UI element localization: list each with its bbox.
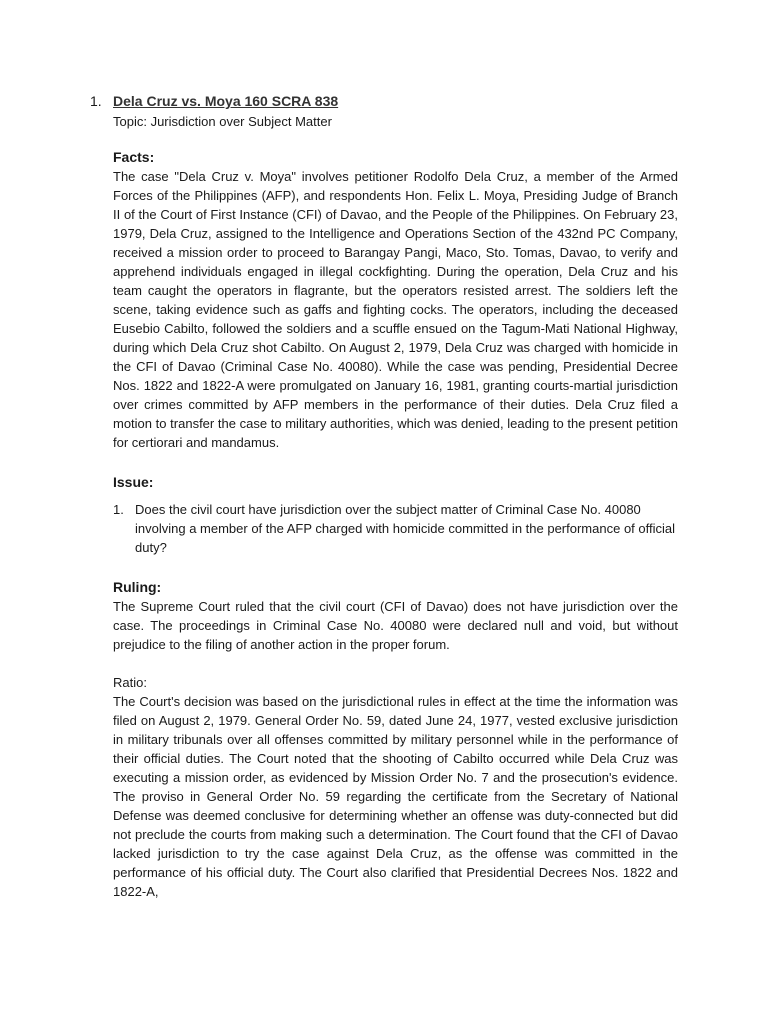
facts-paragraph: The case "Dela Cruz v. Moya" involves petitioner Rodolfo Dela Cruz, a member of the Armed Forces of the Philippines (AFP), and respondents Hon. Felix L. Moya, Presiding Judge of Branch II of the Court of First Instance (CFI) of Davao, and the People of the Philippines. On February 23, 1979, Dela Cruz, assigned to the Intelligence and Operations Section of the 432nd PC Company, received a mission order to proceed to Barangay Pangi, Maco, Sto. Tomas, Davao, to verify and apprehend individuals engaged in illegal cockfighting. During the operation, Dela Cruz and his team caught the operators in flagrante, but the operators resisted arrest. The soldiers left the scene, taking evidence such as gaffs and fighting cocks. The operators, including the deceased Eusebio Cabilto, followed the soldiers and a scuffle ensued on the Tagum-Mati National Highway, during which Dela Cruz shot Cabilto. On August 2, 1979, Dela Cruz was charged with homicide in the CFI of Davao (Criminal Case No. 40080). While the case was pending, Presidential Decree Nos. 1822 and 1822-A were promulgated on January 16, 1981, granting courts-martial jurisdiction over crimes committed by AFP members in the performance of their duties. Dela Cruz filed a motion to transfer the case to military authorities, which was denied, leading to the present petition for certiorari and mandamus. (113, 169, 678, 450)
case-title: Dela Cruz vs. Moya 160 SCRA 838 (113, 93, 339, 109)
ratio-label: Ratio: (113, 675, 147, 690)
facts-heading: Facts: (113, 149, 155, 165)
issue-item-number: 1. (113, 502, 124, 517)
case-title-row (90, 92, 678, 111)
issue-list-item (113, 500, 678, 557)
ruling-paragraph: The Supreme Court ruled that the civil court (CFI of Davao) does not have jurisdiction over the case. The proceedings in Criminal Case No. 40080 were declared null and void, but without prejudice to the filing of another action in the proper forum. (113, 599, 678, 652)
case-number: 1. (90, 93, 102, 109)
case-topic: Topic: Jurisdiction over Subject Matter (113, 114, 332, 129)
issue-heading: Issue: (113, 474, 154, 490)
ruling-heading: Ruling: (113, 579, 162, 595)
issue-item-text: Does the civil court have jurisdiction over the subject matter of Criminal Case No. 40080 involving a member of the AFP charged with homicide committed in the performance of official duty? (135, 502, 676, 555)
ratio-paragraph: The Court's decision was based on the jurisdictional rules in effect at the time the information was filed on August 2, 1979. General Order No. 59, dated June 24, 1977, vested exclusive jurisdiction in military tribunals over all offenses committed by military personnel while in the performance of their official duties. The Court noted that the shooting of Cabilto occurred while Dela Cruz was executing a mission order, as evidenced by Mission Order No. 7 and the prosecution's evidence. The proviso in General Order No. 59 regarding the certificate from the Secretary of National Defense was deemed conclusive for determining whether an offense was duty-connected but did not preclude the courts from making such a determination. The Court found that the CFI of Davao lacked jurisdiction to try the case against Dela Cruz, as the offense was committed in the performance of his official duty. The Court also clarified that Presidential Decrees Nos. 1822 and 1822-A, (113, 694, 678, 899)
